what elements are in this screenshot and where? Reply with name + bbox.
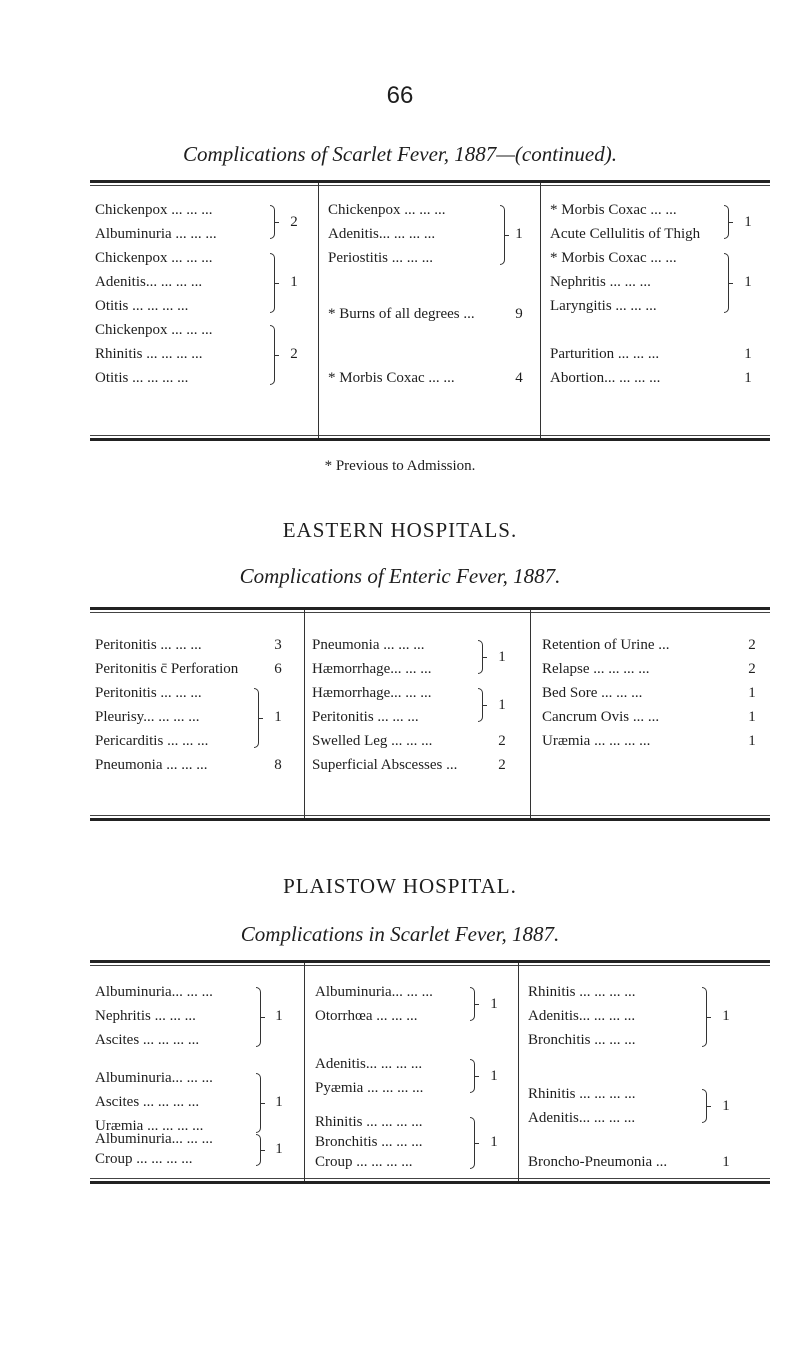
list-item: Ascites ... ... ... ... bbox=[95, 1094, 200, 1110]
list-item: Adenitis... ... ... ... bbox=[528, 1110, 636, 1126]
list-item: Ascites ... ... ... ... bbox=[95, 1032, 200, 1048]
list-item: Albuminuria... ... ... bbox=[95, 984, 213, 1000]
list-item: Retention of Urine ... bbox=[542, 637, 670, 653]
group-value: 1 bbox=[490, 996, 498, 1012]
list-item: Pneumonia ... ... ... bbox=[95, 757, 208, 773]
section2-heading: Complications of Enteric Fever, 1887. bbox=[239, 564, 561, 588]
list-item: Hæmorrhage... ... ... bbox=[312, 661, 432, 677]
list-item: Croup ... ... ... ... bbox=[95, 1151, 193, 1167]
list-item: Adenitis... ... ... ... bbox=[95, 274, 203, 290]
group-value: 1 bbox=[498, 697, 506, 713]
plaistow-hospital-title: PLAISTOW HOSPITAL. bbox=[283, 874, 517, 898]
list-item: Laryngitis ... ... ... bbox=[550, 298, 657, 314]
footnote: * Previous to Admission. bbox=[324, 458, 476, 474]
list-item: Chickenpox ... ... ... bbox=[95, 202, 213, 218]
group-value: 1 bbox=[498, 649, 506, 665]
list-item: Peritonitis ... ... ... bbox=[95, 637, 202, 653]
item-value: 1 bbox=[748, 709, 756, 725]
list-item: Albuminuria... ... ... bbox=[95, 1070, 213, 1086]
eastern-hospitals-title: EASTERN HOSPITALS. bbox=[282, 518, 518, 542]
list-item: Bronchitis ... ... ... bbox=[315, 1134, 423, 1150]
group-value: 1 bbox=[515, 226, 523, 242]
item-value: 6 bbox=[274, 661, 282, 677]
list-item: Rhinitis ... ... ... ... bbox=[528, 984, 636, 1000]
section1-heading: Complications of Scarlet Fever, 1887—(continued). bbox=[183, 142, 617, 166]
list-item: Pleurisy... ... ... ... bbox=[95, 709, 200, 725]
list-item: * Morbis Coxac ... ... bbox=[550, 202, 677, 218]
group-value: 2 bbox=[290, 346, 298, 362]
item-value: 4 bbox=[515, 370, 523, 386]
list-item: Nephritis ... ... ... bbox=[550, 274, 651, 290]
list-item: Otorrhœa ... ... ... bbox=[315, 1008, 418, 1024]
list-item: Bed Sore ... ... ... bbox=[542, 685, 643, 701]
list-item: Uræmia ... ... ... ... bbox=[95, 1118, 204, 1134]
list-item: Croup ... ... ... ... bbox=[315, 1154, 413, 1170]
item-value: 1 bbox=[744, 370, 752, 386]
list-item: Broncho-Pneumonia ... bbox=[528, 1154, 668, 1170]
item-value: 9 bbox=[515, 306, 523, 322]
list-item: Otitis ... ... ... ... bbox=[95, 298, 189, 314]
enteric-fever-table bbox=[90, 607, 770, 821]
list-item: Albuminuria... ... ... bbox=[95, 1131, 213, 1147]
list-item: Peritonitis c̄ Perforation bbox=[95, 661, 239, 677]
item-value: 1 bbox=[748, 733, 756, 749]
list-item: Adenitis... ... ... ... bbox=[315, 1056, 423, 1072]
list-item: Periostitis ... ... ... bbox=[328, 250, 434, 266]
list-item: Rhinitis ... ... ... ... bbox=[95, 346, 203, 362]
group-value: 1 bbox=[275, 1094, 283, 1110]
item-value: 2 bbox=[498, 757, 506, 773]
page-number: 66 bbox=[386, 82, 414, 109]
list-item: Chickenpox ... ... ... bbox=[328, 202, 446, 218]
list-item: * Morbis Coxac ... ... bbox=[328, 370, 455, 386]
list-item: Parturition ... ... ... bbox=[550, 346, 660, 362]
group-value: 1 bbox=[490, 1068, 498, 1084]
list-item: Cancrum Ovis ... ... bbox=[542, 709, 660, 725]
list-item: Peritonitis ... ... ... bbox=[312, 709, 419, 725]
list-item: Uræmia ... ... ... ... bbox=[542, 733, 651, 749]
list-item: Swelled Leg ... ... ... bbox=[312, 733, 433, 749]
list-item: Peritonitis ... ... ... bbox=[95, 685, 202, 701]
list-item: Bronchitis ... ... ... bbox=[528, 1032, 636, 1048]
list-item: Rhinitis ... ... ... ... bbox=[315, 1114, 423, 1130]
list-item: Adenitis... ... ... ... bbox=[528, 1008, 636, 1024]
list-item: Otitis ... ... ... ... bbox=[95, 370, 189, 386]
list-item: * Morbis Coxac ... ... bbox=[550, 250, 677, 266]
list-item: Relapse ... ... ... ... bbox=[542, 661, 650, 677]
group-value: 1 bbox=[744, 274, 752, 290]
list-item: Abortion... ... ... ... bbox=[550, 370, 661, 386]
list-item: Chickenpox ... ... ... bbox=[95, 250, 213, 266]
group-value: 1 bbox=[722, 1008, 730, 1024]
group-value: 1 bbox=[290, 274, 298, 290]
scarlet-fever-continued-table bbox=[90, 180, 770, 441]
item-value: 8 bbox=[274, 757, 282, 773]
group-value: 2 bbox=[290, 214, 298, 230]
item-value: 1 bbox=[744, 346, 752, 362]
list-item: Pyæmia ... ... ... ... bbox=[315, 1080, 424, 1096]
list-item: Pneumonia ... ... ... bbox=[312, 637, 425, 653]
list-item: Pericarditis ... ... ... bbox=[95, 733, 209, 749]
item-value: 2 bbox=[498, 733, 506, 749]
section3-heading: Complications in Scarlet Fever, 1887. bbox=[240, 922, 560, 946]
group-value: 1 bbox=[275, 1008, 283, 1024]
item-value: 2 bbox=[748, 637, 756, 653]
list-item: Hæmorrhage... ... ... bbox=[312, 685, 432, 701]
list-item: Albuminuria... ... ... bbox=[315, 984, 433, 1000]
list-item: Chickenpox ... ... ... bbox=[95, 322, 213, 338]
list-item: Superficial Abscesses ... bbox=[312, 757, 458, 773]
item-value: 3 bbox=[274, 637, 282, 653]
group-value: 1 bbox=[744, 214, 752, 230]
list-item: Rhinitis ... ... ... ... bbox=[528, 1086, 636, 1102]
list-item: Nephritis ... ... ... bbox=[95, 1008, 196, 1024]
group-value: 1 bbox=[490, 1134, 498, 1150]
list-item: Adenitis... ... ... ... bbox=[328, 226, 436, 242]
group-value: 1 bbox=[722, 1098, 730, 1114]
group-value: 1 bbox=[274, 709, 282, 725]
item-value: 2 bbox=[748, 661, 756, 677]
list-item: Albuminuria ... ... ... bbox=[95, 226, 217, 242]
item-value: 1 bbox=[748, 685, 756, 701]
group-value: 1 bbox=[275, 1141, 283, 1157]
item-value: 1 bbox=[722, 1154, 730, 1170]
list-item: Acute Cellulitis of Thigh bbox=[550, 226, 701, 242]
list-item: * Burns of all degrees ... bbox=[328, 306, 475, 322]
